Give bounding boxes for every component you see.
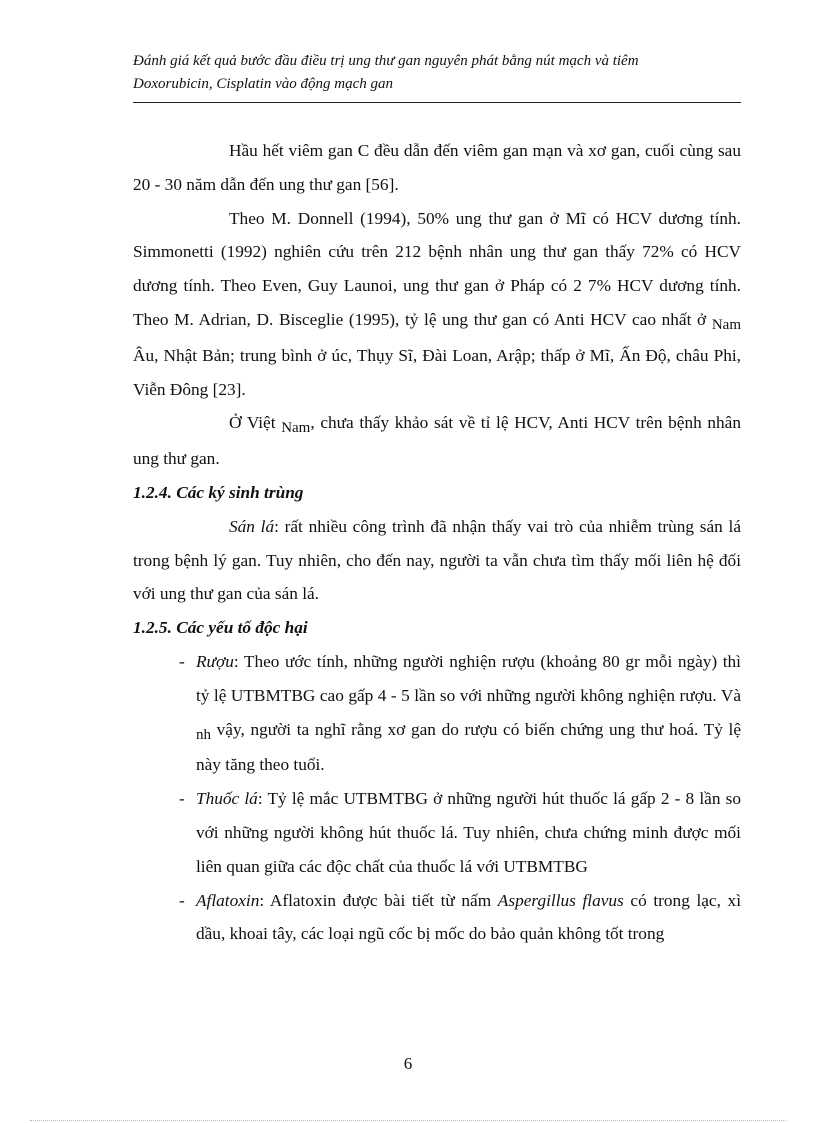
subscript-text: Nam xyxy=(281,420,311,437)
paragraph-text: Ở Việt xyxy=(229,413,282,433)
item-text: : Aflatoxin được bài tiết từ nấm xyxy=(259,890,498,910)
header-divider xyxy=(133,102,741,103)
page-number: 6 xyxy=(403,1054,413,1073)
list-item-alcohol xyxy=(133,645,741,782)
term-text: Rượu xyxy=(196,651,234,671)
subscript-text: Nam xyxy=(711,316,741,333)
species-name: Aspergillus flavus xyxy=(497,890,624,910)
item-text: : Theo ước tính, những người nghiện rượu (khoảng 80 gr mỗi ngày) thì tỷ lệ UTBMTBG cao gấp 4 - 5 lần so với những người không nghiện rượu. Và xyxy=(196,651,741,705)
paragraph-hcv-cirrhosis: Hầu hết viêm gan C đều dẫn đến viêm gan mạn và xơ gan, cuối cùng sau 20 - 30 năm dẫn đến ung thư gan [56]. xyxy=(133,141,741,194)
subscript-text: nh xyxy=(196,726,211,743)
list-dash: - xyxy=(179,651,185,671)
paragraph-text: : rất nhiều công trình đã nhận thấy vai trò của nhiễm trùng sán lá trong bệnh lý gan. Tuy nhiên, cho đến nay, người ta vẫn chưa tìm thấy mối liên hệ đối với ung thư gan của sán lá. xyxy=(133,516,741,604)
running-header xyxy=(133,50,741,96)
paragraph-text: Theo M. Donnell (1994), 50% ung thư gan ở Mĩ có HCV dương tính. Simmonetti (1992) nghiên cứu trên 212 bệnh nhân ung thư gan thấy 72% có HCV dương tính. Theo Even, Guy Launoi, ung thư gan ở Pháp có 2 7% HCV dương tính. Theo M. Adrian, D. Bisceglie (1995), tỷ lệ ung thư gan có Anti HCV cao nhất ở xyxy=(133,208,741,329)
list-item-tobacco xyxy=(133,782,741,883)
list-dash: - xyxy=(179,890,185,910)
footer-divider xyxy=(30,1120,786,1121)
section-heading-toxins: 1.2.5. Các yếu tố độc hại xyxy=(133,618,308,638)
paragraph-text: Âu, Nhật Bản; trung bình ở úc, Thụy Sĩ, Đài Loan, Arập; thấp ở Mĩ, Ấn Độ, châu Phi, Viễn Đông [23]. xyxy=(133,345,741,399)
term-text: Thuốc lá xyxy=(196,789,258,809)
paragraph-text: , chưa thấy khảo sát về tỉ lệ HCV, Anti HCV trên bệnh nhân ung thư gan. xyxy=(133,413,741,469)
paragraph-hcv-statistics xyxy=(133,202,741,407)
header-line-2: Doxorubicin, Cisplatin vào động mạch gan xyxy=(133,76,393,92)
term-text: Sán lá xyxy=(229,516,275,536)
toxin-list xyxy=(133,645,741,951)
list-dash: - xyxy=(179,789,185,809)
paragraph-parasites xyxy=(133,510,741,611)
paragraph-vietnam xyxy=(133,406,741,476)
page-body xyxy=(133,134,741,951)
header-line-1: Đánh giá kết quả bước đầu điều trị ung thư gan nguyên phát bằng nút mạch và tiêm xyxy=(133,53,639,69)
item-text: : Tỷ lệ mắc UTBMTBG ở những người hút thuốc lá gấp 2 - 8 lần so với những người không hút thuốc lá. Tuy nhiên, chưa chứng minh được mối liên quan giữa các độc chất của thuốc lá với UTBMTBG xyxy=(196,789,742,876)
item-text: vậy, người ta nghĩ rằng xơ gan do rượu có biến chứng ung thư hoá. Tỷ lệ này tăng theo tuổi. xyxy=(196,719,741,775)
term-text: Aflatoxin xyxy=(196,890,260,910)
item-text: có trong lạc, xì dầu, khoai tây, các loại ngũ cốc bị mốc do bảo quản không tốt trong xyxy=(196,890,741,944)
section-heading-parasites: 1.2.4. Các ký sinh trùng xyxy=(133,482,304,502)
list-item-aflatoxin xyxy=(133,884,741,952)
